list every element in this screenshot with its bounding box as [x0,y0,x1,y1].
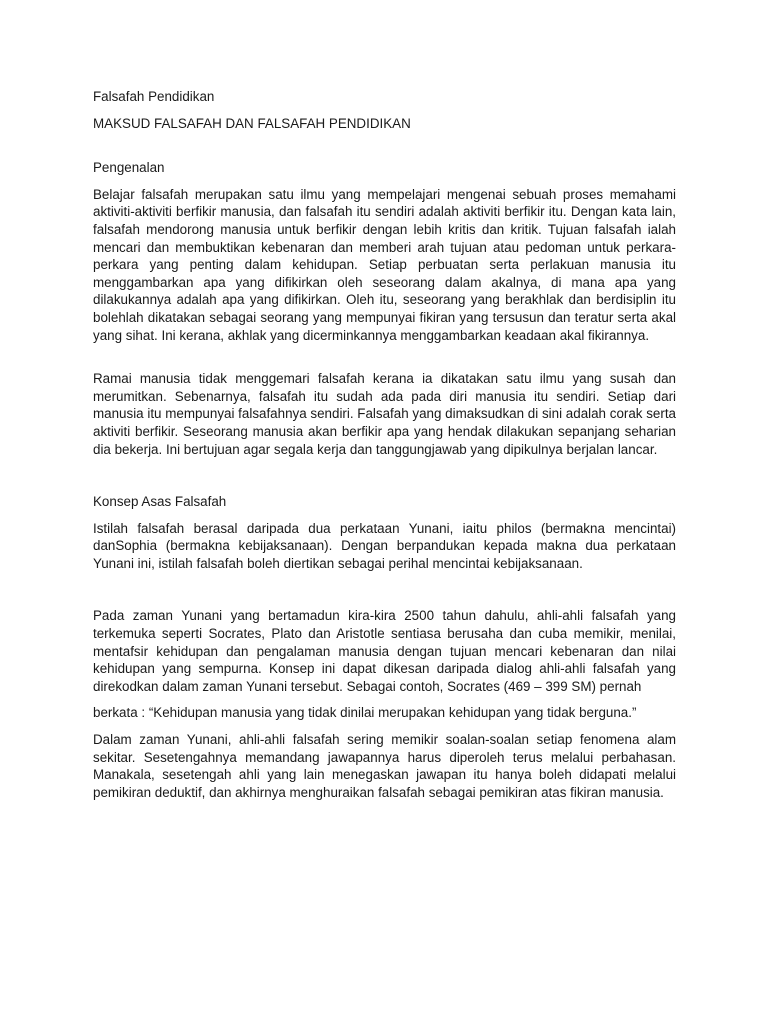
document-page [93,88,676,810]
document-title: Falsafah Pendidikan [93,89,215,104]
paragraph: Pada zaman Yunani yang bertamadun kira-kira 2500 tahun dahulu, ahli-ahli falsafah yang terkemuka seperti Socrates, Plato dan Aristotle sentiasa berusaha dan cuba memikir, menilai, mentafsir kehidupan dan pengalaman manusia dengan tujuan mencari kebenaran dan nilai kehidupan yang sempurna. Konsep ini dapat dikesan daripada dialog ahli-ahli falsafah yang direkodkan dalam zaman Yunani tersebut. Sebagai contoh, Socrates (469 – 399 SM) pernah [93,608,676,694]
main-heading: MAKSUD FALSAFAH DAN FALSAFAH PENDIDIKAN [93,115,411,131]
paragraph: Belajar falsafah merupakan satu ilmu yang mempelajari mengenai sebuah proses memahami aktiviti-aktiviti berfikir manusia, dan falsafah itu sendiri adalah aktiviti berfikir itu. Dengan kata lain, falsafah mendorong manusia untuk berfikir dengan lebih kritis dan kritik. Tujuan falsafah ialah mencari dan membuktikan kebenaran dan memberi arah tujuan atau pedoman untuk perkara-perkara yang penting dalam kehidupan. Setiap perbuatan serta perlakuan manusia itu menggambarkan apa yang difikirkan oleh seseorang dalam akalnya, di mana apa yang dilakukannya adalah apa yang difikirkan. Oleh itu, seseorang yang berakhlak dan berdisiplin itu bolehlah dikatakan sebagai seorang yang mempunyai fikiran yang tersusun dan teratur serta akal yang sihat. Ini kerana, akhlak yang dicerminkannya menggambarkan keadaan akal fikirannya. [93,186,676,343]
paragraph: Ramai manusia tidak menggemari falsafah kerana ia dikatakan satu ilmu yang susah dan merumitkan. Sebenarnya, falsafah itu sudah ada pada diri manusia itu sendiri. Setiap dari manusia itu mempunyai falsafahnya sendiri. Falsafah yang dimaksudkan di sini adalah corak serta aktiviti berfikir. Seseorang manusia akan berfikir apa yang hendak dilakukan sepanjang seharian dia bekerja. Ini bertujuan agar segala kerja dan tanggungjawab yang dipikulnya berjalan lancar. [93,371,676,457]
paragraph: Istilah falsafah berasal daripada dua perkataan Yunani, iaitu philos (bermakna mencintai) danSophia (bermakna kebijaksanaan). Dengan berpandukan kepada makna dua perkataan Yunani ini, istilah falsafah boleh diertikan sebagai perihal mencintai kebijaksanaan. [93,520,676,571]
paragraph: berkata : “Kehidupan manusia yang tidak dinilai merupakan kehidupan yang tidak berguna.” [93,705,637,721]
section-heading-konsep-asas: Konsep Asas Falsafah [93,494,227,510]
paragraph: Dalam zaman Yunani, ahli-ahli falsafah sering memikir soalan-soalan setiap fenomena alam sekitar. Sesetengahnya memandang jawapannya harus diperoleh terus melalui perbahasan. Manakala, sesetengah ahli yang lain menegaskan jawapan itu hanya boleh didapati melalui pemikiran deduktif, dan akhirnya menghuraikan falsafah sebagai pemikiran atas fikiran manusia. [93,732,676,800]
section-heading-pengenalan: Pengenalan [93,160,165,176]
